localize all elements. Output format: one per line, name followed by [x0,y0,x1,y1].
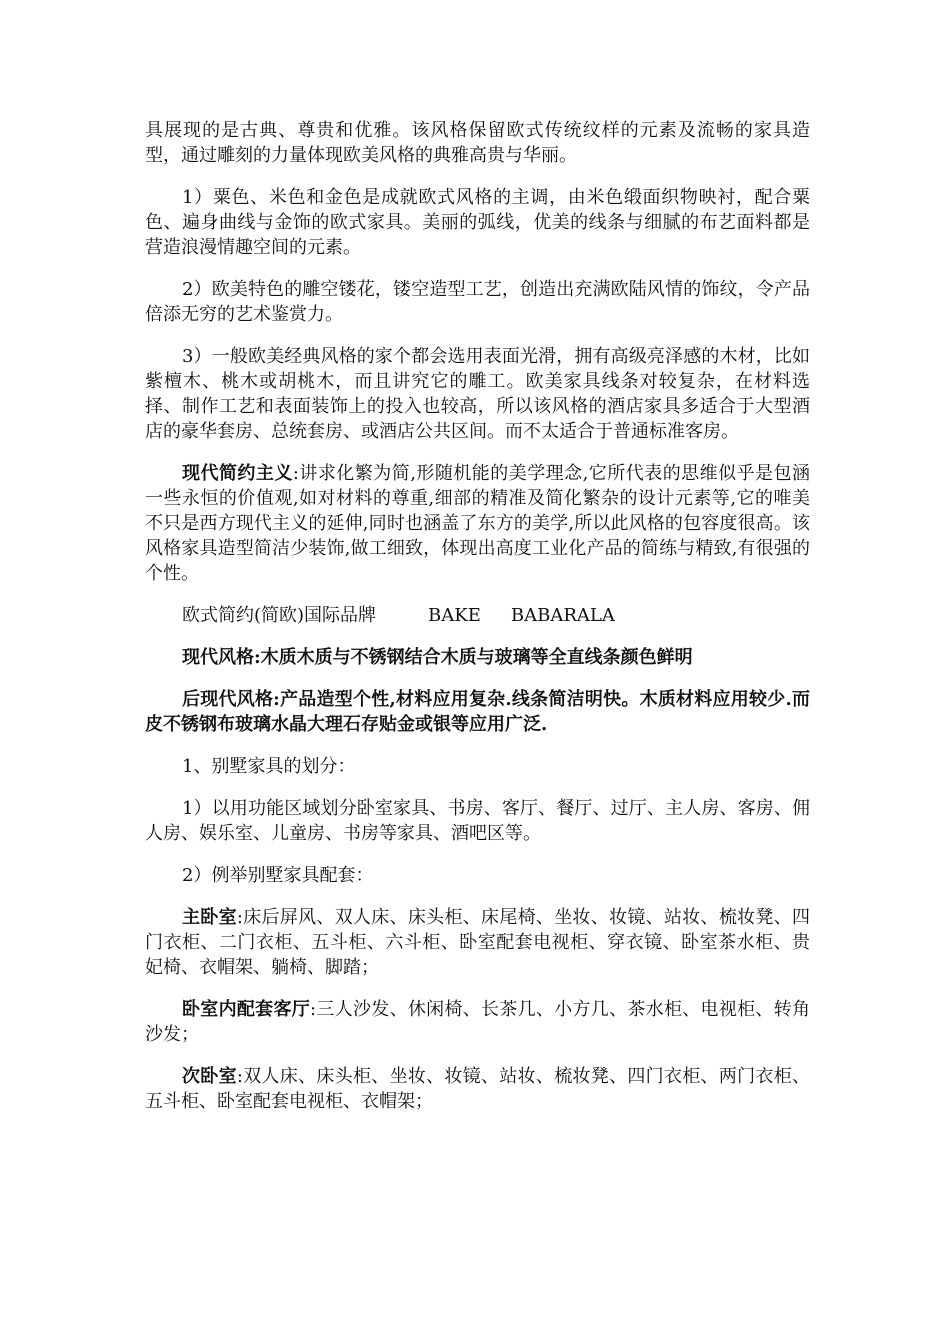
label-second-bedroom: 次卧室 [182,1066,237,1087]
text-second-bedroom: :双人床、床头柜、坐妆、妆镜、站妆、梳妆凳、四门衣柜、两门衣柜、五斗柜、卧室配套电视柜、衣帽架； [145,1066,811,1112]
label-bedroom-living-room: 卧室内配套客厅 [182,999,311,1020]
document-body [145,118,810,1131]
paragraph-postmodern-style: 后现代风格:产品造型个性,材料应用复杂.线条简洁明快。木质材料应用较少.而皮不锈钢布玻璃水晶大理石存贴金或银等应用广泛. [145,689,810,735]
text-modern-minimalism: :讲求化繁为简,形随机能的美学理念,它所代表的思维似乎是包涵一些永恒的价值观,如对材料的尊重,细部的精准及简化繁杂的设计元素等,它的唯美不只是西方现代主义的延伸,同时也涵盖了东方的美学,所以此风格的包容度很高。该风格家具造型简洁少装饰,做工细致，体现出高度工业化产品的简练与精致,有很强的个性。 [145,463,810,584]
paragraph-bedroom-living-room [145,997,810,1047]
heading-villa-furniture-division: 1、别墅家具的划分： [182,756,356,777]
paragraph-function-areas: 1）以用功能区域划分卧室家具、书房、客厅、餐厅、过厅、主人房、客房、佣人房、娱乐室、儿童房、书房等家具、酒吧区等。 [145,798,810,844]
brand-babarala: BABARALA [510,605,615,626]
paragraph-point-3-materials: 3）一般欧美经典风格的家个都会选用表面光滑，拥有高级亮泽感的木材，比如紫檀木、桃木或胡桃木，而且讲究它的雕工。欧美家具线条对较复杂，在材料选择、制作工艺和表面装饰上的投入也较高，所以该风格的酒店家具多适合于大型酒店的豪华套房、总统套房、或酒店公共区间。而不太适合于普通标准客房。 [145,346,810,442]
paragraph-second-bedroom [145,1064,810,1114]
paragraph-villa-sets: 2）例举别墅家具配套： [182,865,374,886]
paragraph-master-bedroom [145,905,810,980]
paragraph-modern-minimalism [145,461,810,586]
paragraph-point-1-colors: 1）粟色、米色和金色是成就欧式风格的主调，由米色缎面织物映衬，配合粟色、遍身曲线与金饰的欧式家具。美丽的弧线，优美的线条与细腻的布艺面料都是营造浪漫情趣空间的元素。 [145,187,810,258]
brand-bake: BAKE [428,605,481,626]
label-international-brands: 欧式简约(简欧)国际品牌 [182,605,377,626]
text-bedroom-living-room: :三人沙发、休闲椅、长茶几、小方几、茶水柜、电视柜、转角沙发； [145,999,811,1045]
paragraph-international-brands [145,603,810,628]
paragraph-point-2-carving: 2）欧美特色的雕空镂花，镂空造型工艺，创造出充满欧陆风情的饰纹，令产品倍添无穷的艺术鉴赏力。 [145,279,810,325]
label-master-bedroom: 主卧室 [182,907,237,928]
text-master-bedroom: :床后屏风、双人床、床头柜、床尾椅、坐妆、妆镜、站妆、梳妆凳、四门衣柜、二门衣柜、五斗柜、六斗柜、卧室配套电视柜、穿衣镜、卧室茶水柜、贵妃椅、衣帽架、躺椅、脚踏； [145,907,811,978]
paragraph-european-style-summary: 具展现的是古典、尊贵和优雅。该风格保留欧式传统纹样的元素及流畅的家具造型，通过雕刻的力量体现欧美风格的典雅高贵与华丽。 [145,120,810,166]
label-modern-minimalism: 现代简约主义 [182,463,293,484]
paragraph-modern-style: 现代风格:木质木质与不锈钢结合木质与玻璃等全直线条颜色鲜明 [182,647,693,668]
